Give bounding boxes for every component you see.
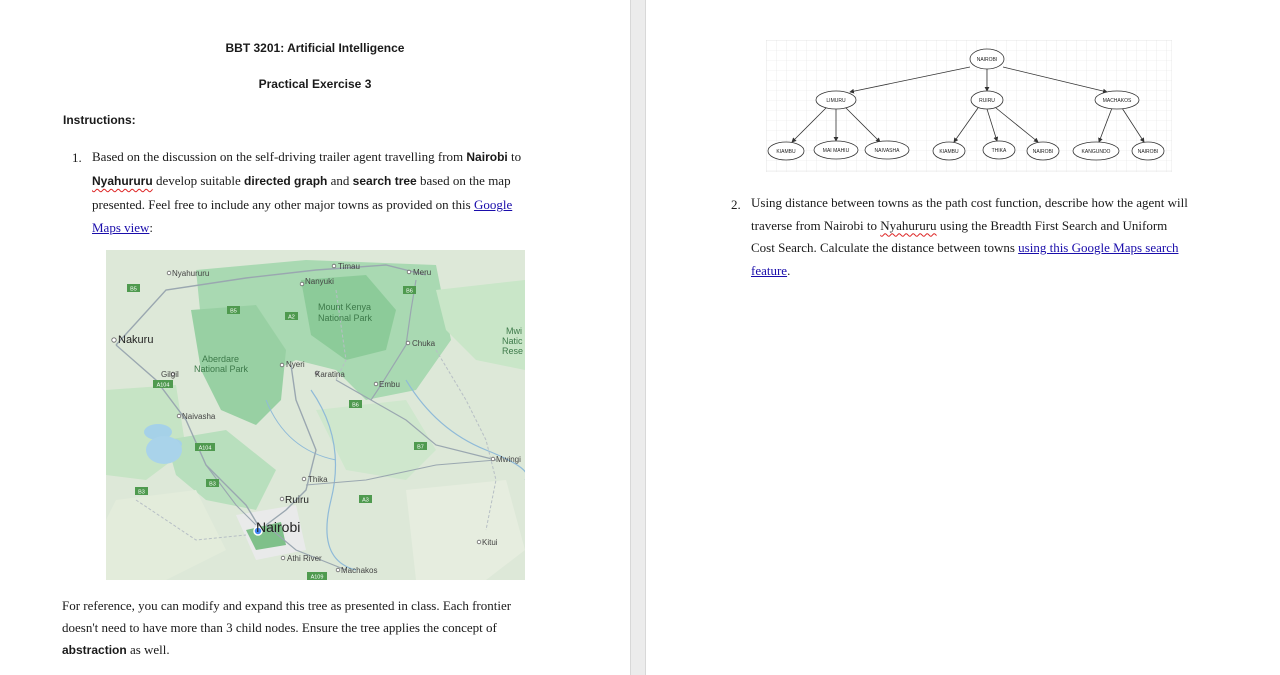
tree-node-label: MAI MAHIU [822, 148, 850, 154]
course-title: BBT 3201: Artificial Intelligence [225, 41, 405, 55]
road-shield-label: A2 [288, 314, 295, 321]
google-maps-search-link-cont[interactable]: feature [751, 262, 788, 278]
road-shield-label: B6 [406, 288, 413, 295]
road-shield-label: B5 [230, 308, 237, 315]
map-label-meru: Meru [413, 268, 432, 277]
google-maps-link[interactable]: Google [473, 197, 513, 212]
road-shield-label: B3 [209, 481, 216, 488]
tree-node-label: KIAMBU [776, 149, 796, 155]
search-tree-diagram [766, 40, 1172, 172]
road-shield-label: B6 [352, 402, 359, 409]
tree-node-label: KIAMBU [939, 149, 959, 155]
google-maps-link-cont[interactable]: Maps view [92, 220, 150, 235]
map-label-nanyuki: Nanyuki [305, 277, 334, 286]
exercise-title: Practical Exercise 3 [258, 77, 372, 91]
page-gutter [630, 0, 646, 675]
tree-node-label: NAIROBI [1137, 149, 1159, 155]
map-label-mount-kenya: Mount Kenya [318, 302, 372, 312]
tree-node-label: LIMURU [826, 98, 846, 104]
map-label-naivasha: Naivasha [182, 412, 216, 421]
map-label-nairobi: Nairobi [256, 519, 301, 535]
road-shield-label: B5 [130, 286, 137, 293]
road-shield-label: B7 [417, 444, 424, 451]
instruction-item-1: Based on the discussion on the self-driving trailer agent travelling from Nairobi to Nyahururu develop suitable directed graph and search tree based on the map presented. Feel free to include any other major towns as provided on this Google Maps view: [92, 149, 522, 235]
map-label-timau: Timau [338, 262, 360, 271]
map-label-rese: Rese [502, 346, 524, 356]
map-label-embu: Embu [379, 380, 400, 389]
road-shield-label: A104 [156, 382, 170, 389]
document-page-right [646, 0, 1280, 675]
tree-node-label: NAIROBI [1032, 149, 1054, 155]
list-number-2: 2. [731, 197, 741, 212]
map-label-chuka: Chuka [412, 339, 436, 348]
map-label-machakos: Machakos [341, 566, 378, 575]
map-label-gilgil: Gilgil [161, 370, 179, 379]
tree-node-label: KANGUNDO [1081, 149, 1111, 155]
road-shield-label: A3 [362, 497, 369, 504]
map-label-karatina: Karatina [315, 370, 345, 379]
map-label-aberdare: Aberdare [202, 354, 240, 364]
tree-root-label: NAIROBI [976, 57, 998, 63]
instruction-item-2: Using distance between towns as the path cost function, describe how the agent will traverse from Nairobi to Nyahururu using the Breadth First Search and Uniform Cost Search. Calculate the distance between towns using this Google Maps search feature. [751, 195, 1188, 278]
map-label-mwi: Mwi [506, 326, 522, 336]
map-label-thika: Thika [308, 475, 328, 484]
map-label-nyeri: Nyeri [286, 360, 305, 369]
map-label-mount-kenya-np: National Park [318, 313, 373, 323]
list-number-1: 1. [72, 150, 82, 165]
map-label-kitui: Kitui [482, 538, 498, 547]
map-label-natic: Natic [502, 336, 523, 346]
google-map-image [106, 250, 525, 580]
map-label-mwingi: Mwingi [496, 455, 521, 464]
map-label-athi-river: Athi River [287, 554, 322, 563]
google-maps-search-link[interactable]: using this Google Maps search [1018, 240, 1179, 255]
road-shield-label: A109 [310, 574, 324, 580]
map-label-aberdare-np: National Park [194, 364, 249, 374]
map-label-nakuru: Nakuru [118, 334, 154, 346]
document-page-left [0, 0, 630, 675]
tree-node-label: MACHAKOS [1102, 98, 1132, 104]
reference-paragraph: For reference, you can modify and expand this tree as presented in class. Each frontier doesn't need to have more than 3 child nodes. Ensure the tree applies the concept of abstraction as well. [62, 598, 512, 657]
road-shield-label: B3 [138, 489, 145, 496]
road-shield-label: A104 [198, 445, 212, 452]
map-label-nyahururu: Nyahururu [172, 269, 210, 278]
tree-node-label: THIKA [991, 148, 1007, 154]
tree-node-label: RUIRU [979, 98, 995, 104]
instructions-heading: Instructions: [63, 113, 136, 127]
tree-node-label: NAIVASHA [874, 148, 900, 154]
map-label-ruiru: Ruiru [285, 495, 309, 506]
